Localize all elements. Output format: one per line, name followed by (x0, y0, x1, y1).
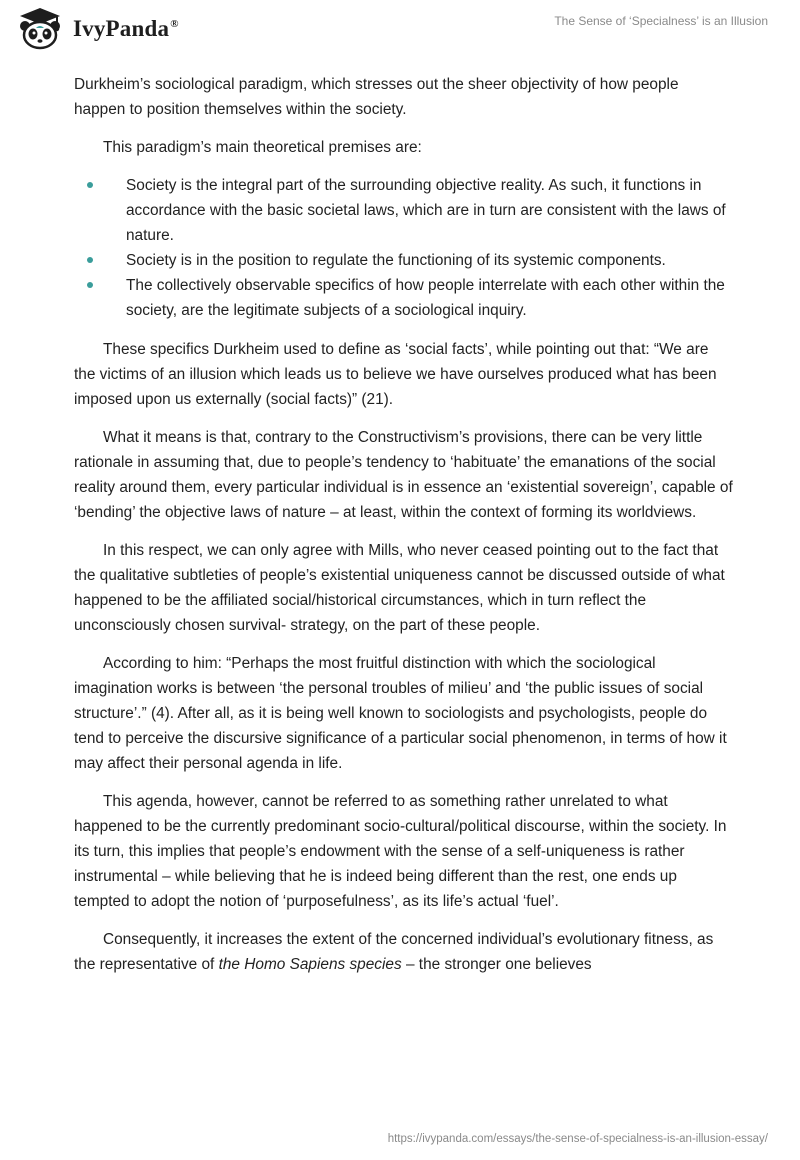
bullet-icon (87, 182, 93, 188)
brand-name: IvyPanda® (73, 16, 179, 41)
paragraph: These specifics Durkheim used to define as ‘social facts’, while pointing out that: “We are the victims of an illusion which leads us to believe we have ourselves produced what has been imposed upon us externally (social facts)” (21). (74, 341, 717, 408)
premises-list (74, 173, 734, 323)
source-url[interactable]: https://ivypanda.com/essays/the-sense-of-specialness-is-an-illusion-essay/ (387, 1133, 768, 1145)
paragraph: This paradigm’s main theoretical premises are: (103, 139, 422, 156)
paragraph: In this respect, we can only agree with Mills, who never ceased pointing out to the fact that the qualitative subtleties of people’s existential uniqueness cannot be discussed outside of what happened to be the affiliated social/historical circumstances, which in turn reflect the unconsciously chosen survival- strategy, on the part of these people. (74, 542, 725, 634)
bullet-icon (87, 257, 93, 263)
paragraph: What it means is that, contrary to the Constructivism’s provisions, there can be very little rationale in assuming that, due to people’s tendency to ‘habituate’ the emanations of the social reality around them, every particular individual is in essence an ‘existential sovereign’, capable of ‘bending’ the objective laws of nature – at least, within the context of forming its worldviews. (74, 429, 733, 521)
list-item: The collectively observable specifics of how people interrelate with each other within the society, are the legitimate subjects of a sociological inquiry. (74, 273, 734, 323)
paragraph: This agenda, however, cannot be referred to as something rather unrelated to what happened to be the currently predominant socio-cultural/political discourse, within the society. In its turn, this implies that people’s endowment with the sense of a self-uniqueness is rather instrumental – while believing that he is indeed being different than the rest, one ends up tempted to adopt the notion of ‘purposefulness’, as its life’s actual ‘fuel’. (74, 793, 727, 910)
paragraph: According to him: “Perhaps the most fruitful distinction with which the sociological imagination works is between ‘the personal troubles of milieu’ and ‘the public issues of social structure’.” (4). After all, as it is being well known to sociologists and psychologists, people do tend to perceive the discursive significance of a particular social phenomenon, in terms of how it may affect their personal agenda in life. (74, 655, 727, 772)
ivypanda-logo[interactable] (13, 7, 179, 51)
registered-mark: ® (170, 18, 179, 31)
bullet-icon (87, 282, 93, 288)
panda-logo-icon (13, 7, 67, 51)
list-item: Society is the integral part of the surrounding objective reality. As such, it functions in accordance with the basic societal laws, which are in turn are consistent with the laws of nature. (74, 173, 734, 248)
essay-content (74, 72, 734, 990)
list-item: Society is in the position to regulate the functioning of its systemic components. (74, 248, 734, 273)
paragraph: Durkheim’s sociological paradigm, which stresses out the sheer objectivity of how people happen to position themselves within the society. (74, 76, 679, 118)
italic-phrase: the Homo Sapiens species (218, 956, 402, 973)
document-title: The Sense of ‘Specialness’ is an Illusion (554, 14, 768, 28)
page-header (0, 0, 800, 60)
paragraph: Consequently, it increases the extent of the concerned individual’s evolutionary fitness, as the representative of the Homo Sapiens species – the stronger one believes (74, 931, 714, 973)
